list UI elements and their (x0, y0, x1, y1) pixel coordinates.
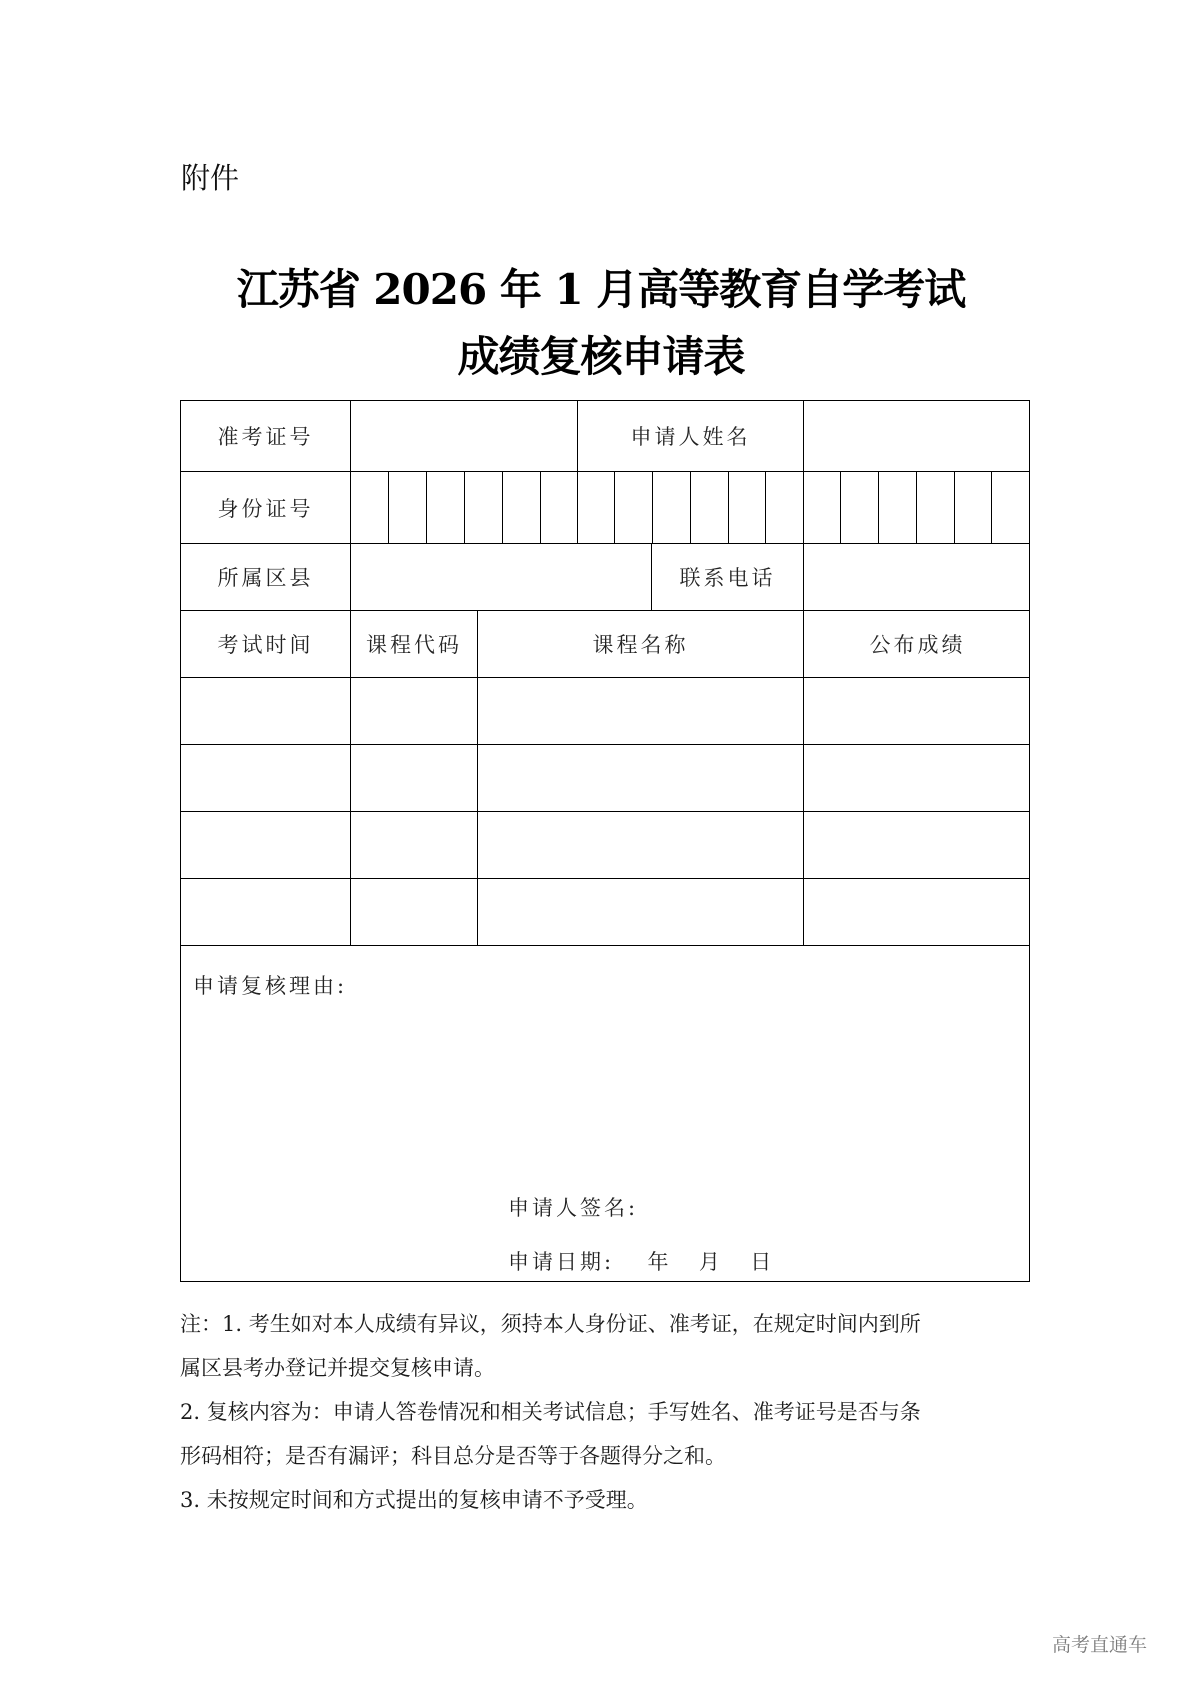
district-label: 所属区县 (181, 544, 351, 610)
course-row (181, 879, 1029, 946)
note-line: 属区县考办登记并提交复核申请。 (180, 1356, 495, 1380)
course-code-field[interactable] (351, 678, 478, 744)
header-exam-time: 考试时间 (181, 611, 351, 677)
id-digit-box[interactable] (351, 472, 389, 543)
id-digit-box[interactable] (691, 472, 729, 543)
reason-section[interactable] (181, 946, 1029, 1283)
id-digit-box[interactable] (841, 472, 879, 543)
header-course-code: 课程代码 (351, 611, 478, 677)
id-digit-box[interactable] (465, 472, 503, 543)
course-row (181, 812, 1029, 879)
course-code-field[interactable] (351, 812, 478, 878)
admission-no-label: 准考证号 (181, 401, 351, 471)
phone-label: 联系电话 (652, 544, 804, 610)
note-line: 注：1. 考生如对本人成绩有异议，须持本人身份证、准考证，在规定时间内到所 (180, 1312, 921, 1336)
id-digit-box[interactable] (653, 472, 691, 543)
date-day: 日 (750, 1250, 775, 1274)
admission-no-field[interactable] (351, 401, 578, 471)
date-month: 月 (698, 1250, 723, 1274)
published-score-field[interactable] (804, 812, 1031, 878)
application-date (508, 1246, 774, 1276)
id-digit-box[interactable] (879, 472, 917, 543)
course-name-field[interactable] (478, 678, 804, 744)
page-title-line1: 江苏省 2026 年 1 月高等教育自学考试 (236, 265, 966, 314)
course-name-field[interactable] (478, 812, 804, 878)
id-digit-box[interactable] (615, 472, 653, 543)
id-digit-box[interactable] (804, 472, 841, 543)
course-name-field[interactable] (478, 879, 804, 945)
id-digit-box[interactable] (578, 472, 615, 543)
exam-time-field[interactable] (181, 678, 351, 744)
row-id-number (181, 472, 1029, 544)
attachment-label: 附件 (181, 161, 240, 195)
id-digit-box[interactable] (917, 472, 955, 543)
course-row (181, 678, 1029, 745)
date-year: 年 (647, 1250, 672, 1274)
exam-time-field[interactable] (181, 812, 351, 878)
header-course-name: 课程名称 (478, 611, 804, 677)
id-no-label: 身份证号 (181, 472, 351, 543)
reason-label: 申请复核理由: (193, 974, 348, 998)
applicant-name-field[interactable] (804, 401, 1031, 471)
id-digit-box[interactable] (766, 472, 804, 543)
id-digit-box[interactable] (503, 472, 541, 543)
watermark: 高考直通车 (1052, 1634, 1148, 1656)
row-district-phone (181, 544, 1029, 611)
signature-label: 申请人签名: (508, 1196, 639, 1220)
header-published-score: 公布成绩 (869, 633, 966, 657)
exam-time-field[interactable] (181, 745, 351, 811)
course-code-field[interactable] (351, 879, 478, 945)
date-label: 申请日期: (508, 1250, 615, 1274)
note-line: 2. 复核内容为：申请人答卷情况和相关考试信息；手写姓名、准考证号是否与条 (180, 1400, 921, 1424)
applicant-name-label: 申请人姓名 (578, 401, 804, 471)
course-table-header (181, 611, 1029, 678)
id-digit-box[interactable] (729, 472, 766, 543)
id-digit-box[interactable] (389, 472, 427, 543)
row-admission-name (181, 401, 1029, 472)
note-line: 形码相符；是否有漏评；科目总分是否等于各题得分之和。 (180, 1444, 726, 1468)
course-row (181, 745, 1029, 812)
page-title-line2: 成绩复核申请表 (457, 332, 745, 381)
review-application-form (180, 400, 1030, 1282)
district-field[interactable] (351, 544, 652, 610)
id-digit-box[interactable] (427, 472, 465, 543)
course-code-field[interactable] (351, 745, 478, 811)
course-name-field[interactable] (478, 745, 804, 811)
published-score-field[interactable] (804, 678, 1031, 744)
exam-time-field[interactable] (181, 879, 351, 945)
notes-section (180, 1302, 1040, 1522)
id-digit-box[interactable] (992, 472, 1031, 543)
published-score-field[interactable] (804, 879, 1031, 945)
id-digit-box[interactable] (955, 472, 992, 543)
phone-field[interactable] (804, 544, 1031, 610)
id-digit-box[interactable] (541, 472, 578, 543)
published-score-field[interactable] (804, 745, 1031, 811)
note-line: 3. 未按规定时间和方式提出的复核申请不予受理。 (180, 1488, 648, 1512)
